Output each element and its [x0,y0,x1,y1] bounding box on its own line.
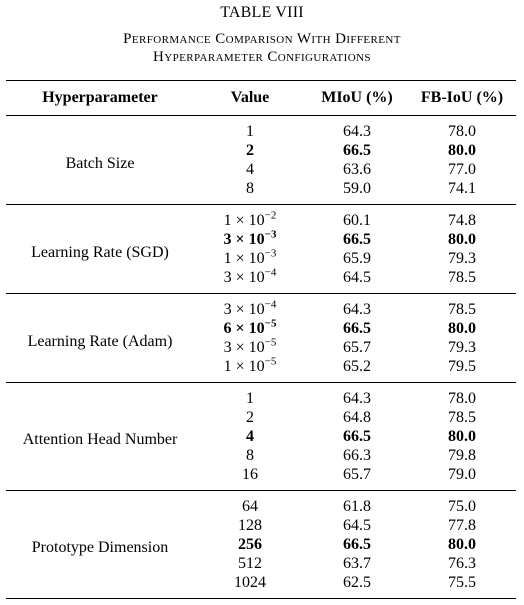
fbiou-cell: 76.3 [448,555,476,572]
miou-cell: 65.7 [343,339,371,356]
hyperparameter-name: Prototype Dimension [31,539,169,556]
value-text: 512 [238,555,262,572]
fbiou-cell: 79.5 [448,358,476,375]
value-cell [194,338,306,357]
miou-cell: 64.8 [343,409,371,426]
miou-cell: 64.5 [343,269,371,286]
value-text: 3 × 10 [223,231,265,248]
header-miou: MIoU (%) [321,89,393,106]
value-text: 1 × 10 [223,250,265,267]
table-title-line-2: Hyperparameter Configurations [153,49,371,65]
value-cell [194,516,306,535]
value-cell [194,491,306,517]
miou-cell: 66.5 [343,142,371,159]
value-text: 2 [246,142,254,159]
fbiou-cell: 77.0 [448,161,476,178]
miou-cell: 64.3 [343,123,371,140]
header-row [6,81,516,116]
table-row [6,116,516,142]
table-row [6,205,516,231]
value-exponent: −4 [264,298,277,311]
value-text: 3 × 10 [223,301,265,318]
value-text: 4 [246,428,254,445]
value-cell [194,116,306,142]
fbiou-cell: 80.0 [448,320,476,337]
fbiou-cell: 80.0 [448,231,476,248]
miou-cell: 66.3 [343,447,371,464]
value-cell [194,535,306,554]
fbiou-cell: 78.5 [448,409,476,426]
value-cell [194,408,306,427]
miou-cell: 63.7 [343,555,371,572]
fbiou-cell: 80.0 [448,536,476,553]
miou-cell: 64.3 [343,301,371,318]
value-cell [194,427,306,446]
miou-cell: 61.8 [343,498,371,515]
table-header [6,81,516,116]
value-text: 3 × 10 [223,269,265,286]
value-text: 64 [242,498,258,515]
table-label: TABLE VIII [220,4,304,21]
miou-cell: 62.5 [343,574,371,591]
miou-cell: 66.5 [343,320,371,337]
group-prototype-dimension [6,491,516,599]
table-title [0,30,524,66]
table-caption [0,2,524,66]
value-cell [194,249,306,268]
value-text: 4 [246,161,254,178]
value-text: 1 × 10 [223,212,265,229]
value-cell [194,319,306,338]
table-row [6,491,516,517]
fbiou-cell: 78.5 [448,301,476,318]
group-batch-size [6,116,516,205]
fbiou-cell: 80.0 [448,428,476,445]
miou-cell: 64.5 [343,517,371,534]
header-value: Value [230,89,270,106]
fbiou-cell: 75.5 [448,574,476,591]
fbiou-cell: 80.0 [448,142,476,159]
miou-cell: 65.2 [343,358,371,375]
value-exponent: −4 [264,266,277,279]
miou-cell: 66.5 [343,231,371,248]
value-text: 8 [246,447,254,464]
group-learning-rate-adam [6,294,516,383]
value-cell [194,141,306,160]
value-cell [194,160,306,179]
value-text: 1024 [234,574,266,591]
value-cell [194,205,306,231]
value-exponent: −5 [264,336,277,349]
value-text: 8 [246,180,254,197]
hyperparameter-name: Learning Rate (SGD) [31,243,169,261]
value-exponent: −3 [264,247,277,260]
value-cell [194,465,306,491]
value-cell [194,573,306,599]
fbiou-cell: 78.0 [448,123,476,140]
miou-cell: 65.9 [343,250,371,267]
fbiou-cell: 78.0 [448,390,476,407]
value-cell [194,294,306,320]
hyperparameter-table [6,80,516,599]
fbiou-cell: 79.3 [448,339,476,356]
hyperparameter-name: Attention Head Number [22,431,178,448]
value-text: 3 × 10 [223,339,265,356]
fbiou-cell: 74.1 [448,180,476,197]
miou-cell: 60.1 [343,212,371,229]
table-row [6,294,516,320]
fbiou-cell: 77.8 [448,517,476,534]
header-fbiou: FB-IoU (%) [420,89,504,106]
value-exponent: −2 [264,209,277,222]
value-text: 2 [246,409,254,426]
header-hyperparameter: Hyperparameter [42,89,158,106]
value-text: 1 × 10 [223,358,265,375]
group-learning-rate-sgd [6,205,516,294]
miou-cell: 63.6 [343,161,371,178]
miou-cell: 66.5 [343,536,371,553]
value-text: 6 × 10 [223,320,265,337]
value-cell [194,357,306,383]
value-exponent: −3 [264,228,277,241]
value-cell [194,446,306,465]
fbiou-cell: 75.0 [448,498,476,515]
value-exponent: −5 [264,317,277,330]
value-text: 1 [246,390,254,407]
miou-cell: 65.7 [343,466,371,483]
miou-cell: 64.3 [343,390,371,407]
value-text: 16 [242,466,258,483]
value-text: 128 [238,517,262,534]
miou-cell: 66.5 [343,428,371,445]
fbiou-cell: 78.5 [448,269,476,286]
fbiou-cell: 79.3 [448,250,476,267]
fbiou-cell: 79.8 [448,447,476,464]
value-cell [194,230,306,249]
hyperparameter-name: Batch Size [65,154,135,172]
value-cell [194,554,306,573]
group-attention-head-number [6,383,516,491]
table-title-line-1: Performance Comparison With Different [123,31,401,47]
table-row [6,383,516,409]
value-cell [194,383,306,409]
value-cell [194,179,306,205]
value-text: 256 [238,536,262,553]
hyperparameter-name: Learning Rate (Adam) [27,332,173,350]
miou-cell: 59.0 [343,180,371,197]
value-exponent: −5 [264,355,277,368]
value-cell [194,268,306,294]
fbiou-cell: 74.8 [448,212,476,229]
value-text: 1 [246,123,254,140]
fbiou-cell: 79.0 [448,466,476,483]
